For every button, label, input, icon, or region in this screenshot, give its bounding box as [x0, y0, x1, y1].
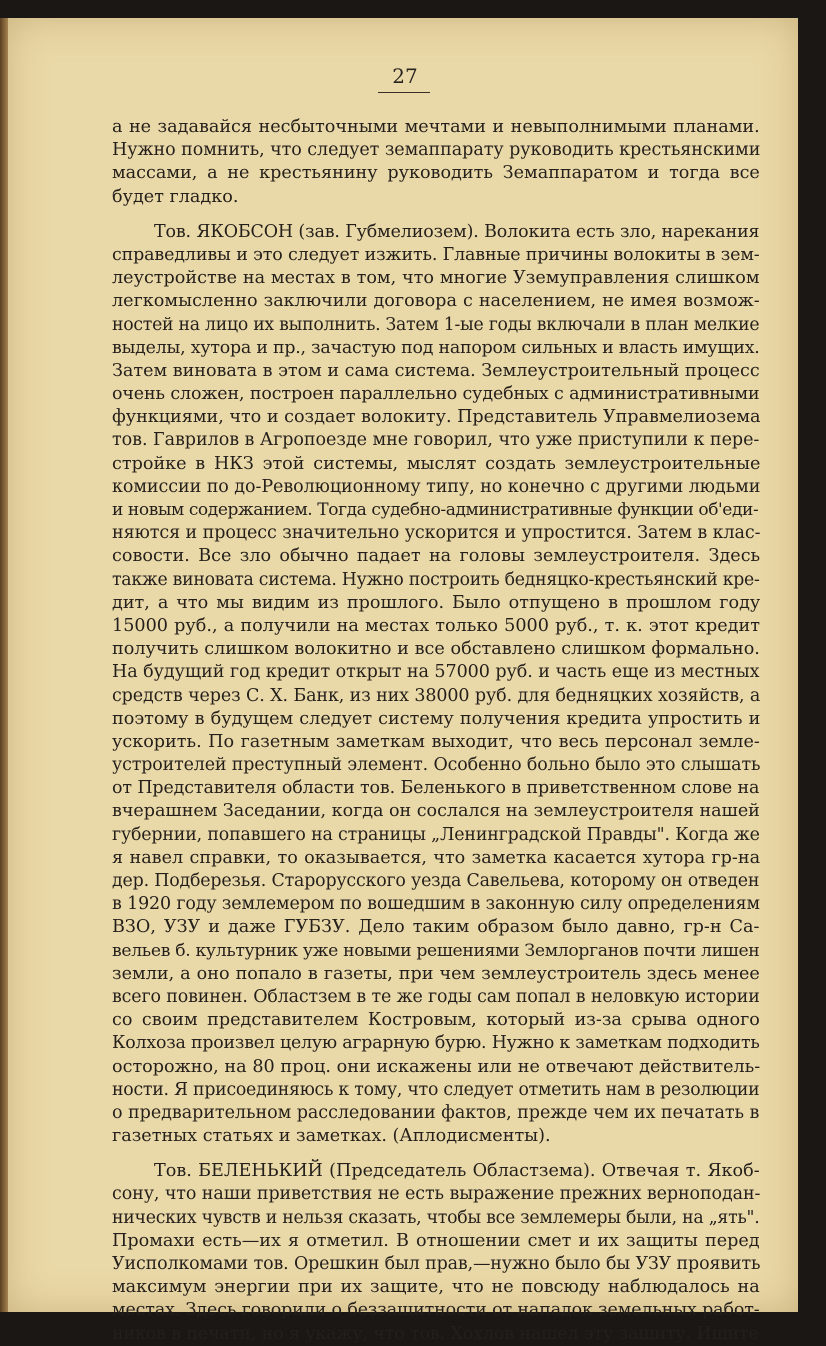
- text-line: ВЗО, УЗУ и даже ГУБЗУ. Дело таким образом было давно, гр-н Са-: [112, 917, 760, 938]
- text-line: Тов. БЕЛЕНЬКИЙ (Председатель Областзема). Отвечая т. Якоб-: [154, 1161, 760, 1182]
- text-line: вельев б. культурник уже новыми решениями Землорганов почти лишен: [112, 940, 760, 961]
- text-line: справедливы и это следует изжить. Главные причины волокиты в зем-: [112, 244, 760, 265]
- page-body: [112, 116, 760, 1346]
- paragraph: [112, 116, 760, 209]
- page-number-underline: [378, 92, 430, 93]
- text-line: 15000 руб., а получили на местах только 5000 руб., т. к. этот кредит: [112, 615, 760, 636]
- text-line: ностей на лицо их выполнить. Затем 1-ые годы включали в план мелкие: [112, 314, 760, 335]
- text-line: получить слишком волокитно и все обставлено слишком формально.: [112, 639, 760, 660]
- text-line: средств через С. Х. Банк, из них 38000 руб. для бедняцких хозяйств, а: [112, 685, 761, 706]
- text-line: газетных статьях и заметках. (Аплодисменты).: [112, 1126, 551, 1147]
- text-line: нических чувств и нельзя сказать, чтобы все землемеры были, на „ять".: [112, 1207, 760, 1228]
- text-line: функциями, что и создает волокиту. Представитель Управмелиозема: [112, 407, 761, 428]
- text-line: дит, а что мы видим из прошлого. Было отпущено в прошлом году: [112, 592, 761, 613]
- text-line: выделы, хутора и пр., зачастую под напором сильных и власть имущих.: [112, 337, 760, 358]
- text-line: от Представителя области тов. Беленького в приветственном слове на: [112, 778, 760, 799]
- text-line: очень сложен, построен параллельно судебных с административными: [112, 384, 760, 405]
- paragraph: [112, 221, 760, 1149]
- text-line: ускорить. По газетным заметкам выходит, что весь персонал земле-: [112, 731, 760, 752]
- text-line: я навел справки, то оказывается, что заметка касается хутора гр-на: [112, 847, 761, 868]
- text-line: стройке в НКЗ этой системы, мыслят создать землеустроительные: [112, 453, 761, 474]
- text-line: также виновата система. Нужно построить бедняцко-крестьянский кре-: [112, 569, 760, 590]
- text-line: комиссии по до-Революционному типу, но конечно с другими людьми: [112, 476, 761, 497]
- text-line: губернии, попавшего на страницы „Ленинградской Правды". Когда же: [112, 824, 760, 845]
- text-line: леустройстве на местах в том, что многие Уземуправления слишком: [112, 268, 760, 289]
- paragraph: [112, 1160, 760, 1346]
- text-line: Тов. ЯКОБСОН (зав. Губмелиозем). Волокита есть зло, нарекания: [154, 221, 760, 242]
- text-line: Уисполкомами тов. Орешкин был прав,—нужно было бы УЗУ проявить: [112, 1254, 761, 1274]
- text-line: ников в печати, но я укажу, что тов. Хохлов нашел эту защиту. Ищите: [112, 1323, 759, 1344]
- text-line: земли, а оно попало в газеты, при чем землеустроитель здесь менее: [112, 963, 760, 984]
- text-line: поэтому в будущем следует систему получения кредита упростить и: [112, 708, 761, 729]
- text-line: легкомысленно заключили договора с населением, не имея возмож-: [112, 291, 760, 312]
- text-line: местах. Здесь говорили о беззащитности от нападок земельных работ-: [112, 1300, 760, 1321]
- text-line: а не задавайся несбыточными мечтами и невыполнимыми планами.: [112, 117, 760, 137]
- text-line: сону, что наши приветствия не есть выражение прежних верноподан-: [112, 1184, 761, 1205]
- paragraph-gap: [112, 1148, 760, 1160]
- text-line: Затем виновата в этом и сама система. Землеустроительный процесс: [112, 360, 760, 381]
- text-line: устроителей преступный элемент. Особенно больно было это слышать: [112, 755, 761, 776]
- text-line: со своим представителем Костровым, который из-за срыва одного: [112, 1010, 760, 1031]
- text-line: няются и процесс значительно ускорится и упростится. Затем в клас-: [112, 523, 761, 544]
- text-line: массами, а не крестьянину руководить Земаппаратом и тогда все: [112, 163, 760, 184]
- text-line: в 1920 году землемером по вошедшим в законную силу определениям: [112, 894, 760, 915]
- text-line: осторожно, на 80 проц. они искажены или не отвечают действитель-: [112, 1056, 761, 1077]
- paragraph-gap: [112, 209, 760, 221]
- text-line: максимум энергии при их защите, что не повсюду наблюдалось на: [112, 1277, 760, 1298]
- text-line: На будущий год кредит открыт на 57000 руб. и часть еще из местных: [112, 662, 760, 683]
- text-line: тов. Гаврилов в Агропоезде мне говорил, что уже приступили к пере-: [112, 430, 760, 451]
- text-line: всего повинен. Областзем в те же годы сам попал в неловкую истории: [112, 986, 760, 1007]
- text-line: Промахи есть—их я отметил. В отношении смет и их защиты перед: [112, 1230, 760, 1251]
- text-line: совости. Все зло обычно падает на головы землеустроителя. Здесь: [112, 546, 761, 567]
- text-line: Нужно помнить, что следует земаппарату руководить крестьянскими: [112, 140, 761, 161]
- page-number: 27: [392, 64, 418, 88]
- text-line: вчерашнем Заседании, когда он сослался на землеустроителя нашей: [112, 801, 760, 822]
- text-line: ности. Я присоединяюсь к тому, что следует отметить нам в резолюции: [112, 1079, 760, 1100]
- text-line: Колхоза произвел целую аграрную бурю. Нужно к заметкам подходить: [112, 1033, 760, 1054]
- text-line: о предварительном расследовании фактов, прежде чем их печатать в: [112, 1102, 760, 1123]
- text-line: и новым содержанием. Тогда судебно-административные функции об'еди-: [112, 500, 759, 520]
- text-line: дер. Подберезья. Старорусского уезда Савельева, которому он отведен: [112, 871, 760, 891]
- text-line: будет гладко.: [112, 186, 239, 207]
